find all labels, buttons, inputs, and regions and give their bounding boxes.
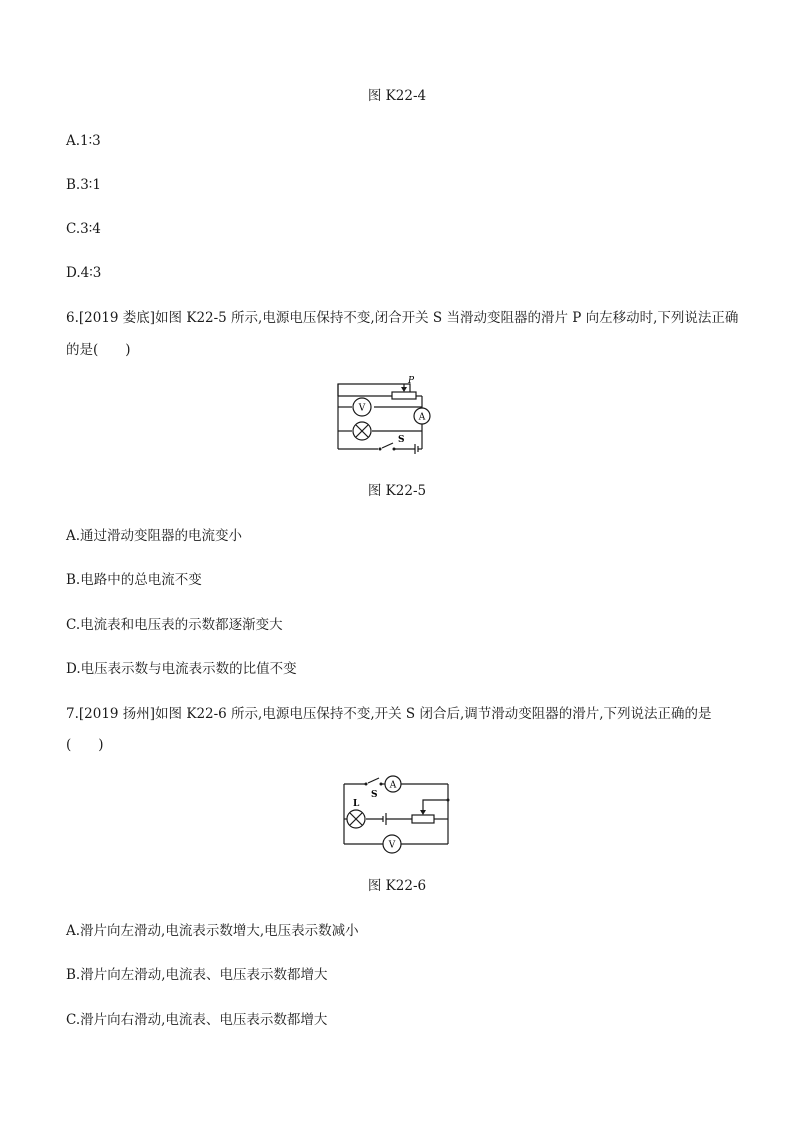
q6-stem-line2: 的是( ) bbox=[66, 342, 131, 358]
q7-option-a: A.滑片向左滑动,电流表示数增大,电压表示数减小 bbox=[66, 923, 359, 939]
label-v: V bbox=[388, 840, 396, 851]
label-a: A bbox=[418, 412, 426, 423]
circuit-diagram-k22-6 bbox=[335, 770, 460, 858]
q7-option-c: C.滑片向右滑动,电流表、电压表示数都增大 bbox=[66, 1012, 328, 1028]
figure-caption-k22-5: 图 K22-5 bbox=[367, 483, 427, 499]
rheostat bbox=[412, 815, 434, 823]
label-v: V bbox=[358, 403, 366, 414]
switch-s bbox=[382, 443, 393, 448]
slider-wire bbox=[423, 800, 448, 812]
slider-arrow-icon bbox=[401, 387, 407, 392]
q6-stem-line1: 6.[2019 娄底]如图 K22-5 所示,电源电压保持不变,闭合开关 S 当滑动变阻器的滑片 P 向左移动时,下列说法正确 bbox=[66, 310, 739, 326]
q7-stem-line2: ( ) bbox=[66, 737, 104, 753]
switch-s bbox=[368, 778, 379, 783]
figure-caption-k22-4: 图 K22-4 bbox=[367, 88, 427, 104]
q5-option-c: C.3∶4 bbox=[66, 221, 101, 237]
label-l: L bbox=[353, 799, 360, 809]
q5-option-b: B.3∶1 bbox=[66, 177, 101, 193]
q7-option-b: B.滑片向左滑动,电流表、电压表示数都增大 bbox=[66, 967, 328, 983]
q7-stem-line1: 7.[2019 扬州]如图 K22-6 所示,电源电压保持不变,开关 S 闭合后,调节滑动变阻器的滑片,下列说法正确的是 bbox=[66, 706, 712, 722]
q6-option-a: A.通过滑动变阻器的电流变小 bbox=[66, 528, 243, 544]
label-s: S bbox=[371, 790, 378, 800]
label-p: P bbox=[408, 376, 415, 386]
label-a: A bbox=[389, 780, 397, 791]
label-s: S bbox=[398, 435, 405, 445]
q5-option-d: D.4∶3 bbox=[66, 265, 102, 281]
circuit-diagram-k22-5 bbox=[330, 376, 440, 456]
slider-arrow-icon bbox=[420, 810, 426, 815]
rheostat bbox=[392, 392, 416, 399]
figure-caption-k22-6: 图 K22-6 bbox=[367, 878, 427, 894]
q6-option-d: D.电压表示数与电流表示数的比值不变 bbox=[66, 661, 297, 677]
wire-top-left bbox=[338, 384, 410, 396]
q5-option-a: A.1∶3 bbox=[66, 133, 101, 149]
q6-option-c: C.电流表和电压表的示数都逐渐变大 bbox=[66, 617, 283, 633]
q6-option-b: B.电路中的总电流不变 bbox=[66, 572, 202, 588]
